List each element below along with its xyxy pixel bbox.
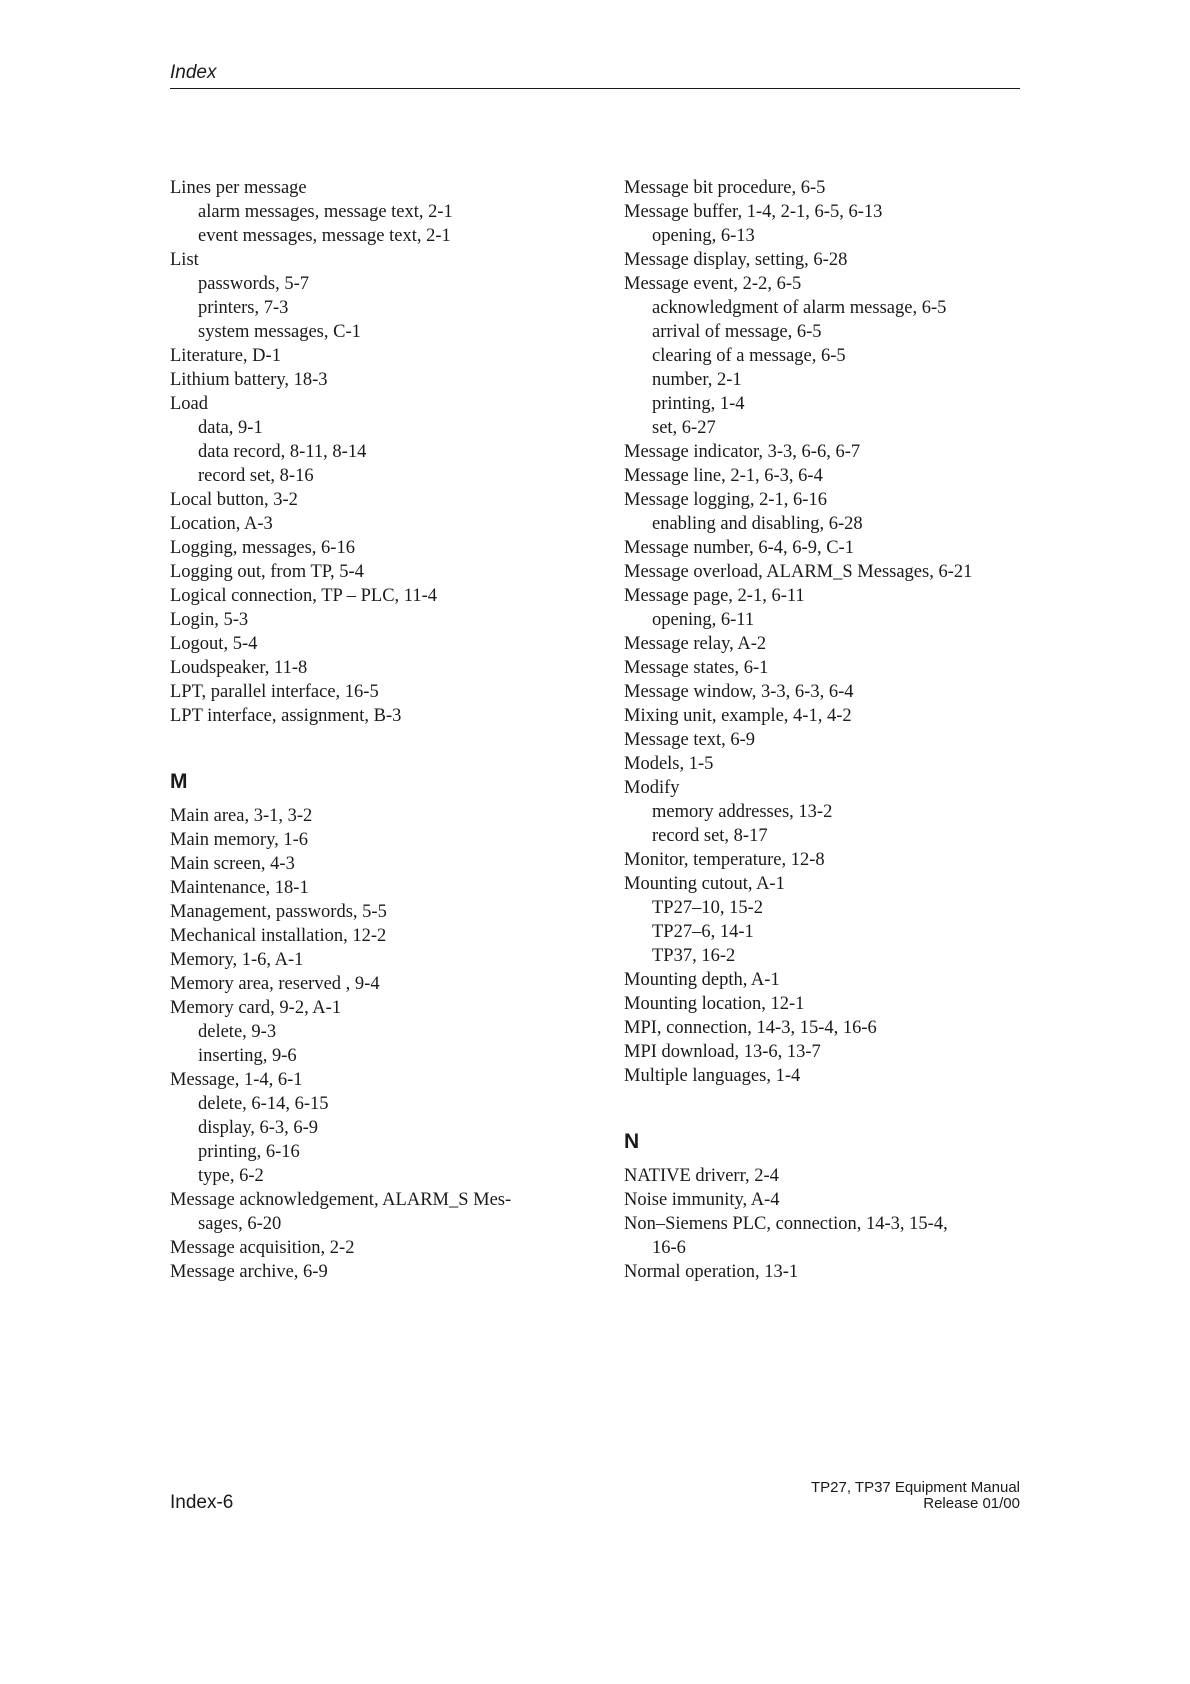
- index-entry: Mounting cutout, A-1: [624, 874, 785, 894]
- index-entry: Main area, 3-1, 3-2: [170, 806, 313, 826]
- index-entry: Message indicator, 3-3, 6-6, 6-7: [624, 442, 861, 462]
- index-subentry: record set, 8-16: [198, 466, 314, 486]
- index-entry: Message page, 2-1, 6-11: [624, 586, 805, 606]
- index-subentry: memory addresses, 13-2: [652, 802, 833, 822]
- index-subentry: data record, 8-11, 8-14: [198, 442, 367, 462]
- index-entry: Normal operation, 13-1: [624, 1262, 799, 1282]
- index-entry-continuation: 16-6: [652, 1238, 686, 1258]
- index-entry: NATIVE driverr, 2-4: [624, 1166, 779, 1186]
- index-subentry: TP27–10, 15-2: [652, 898, 763, 918]
- index-subentry: clearing of a message, 6-5: [652, 346, 846, 366]
- index-entry: Memory, 1-6, A-1: [170, 950, 304, 970]
- index-entry-continuation: sages, 6-20: [198, 1214, 282, 1234]
- index-entry: Multiple languages, 1-4: [624, 1066, 801, 1086]
- index-subentry: printers, 7-3: [198, 298, 289, 318]
- index-entry: Mechanical installation, 12-2: [170, 926, 387, 946]
- index-entry: Message number, 6-4, 6-9, C-1: [624, 538, 854, 558]
- index-subentry: passwords, 5-7: [198, 274, 309, 294]
- section-letter: N: [624, 1130, 640, 1153]
- index-subentry: inserting, 9-6: [198, 1046, 297, 1066]
- index-entry: LPT interface, assignment, B-3: [170, 706, 402, 726]
- index-subentry: opening, 6-11: [652, 610, 755, 630]
- section-letter: M: [170, 770, 188, 793]
- index-entry: Noise immunity, A-4: [624, 1190, 780, 1210]
- index-entry: Message buffer, 1-4, 2-1, 6-5, 6-13: [624, 202, 883, 222]
- index-subentry: delete, 6-14, 6-15: [198, 1094, 329, 1114]
- index-entry: Load: [170, 394, 209, 414]
- page-number: Index-6: [170, 1492, 234, 1513]
- index-subentry: arrival of message, 6-5: [652, 322, 822, 342]
- index-entry: Literature, D-1: [170, 346, 281, 366]
- index-subentry: enabling and disabling, 6-28: [652, 514, 863, 534]
- index-entry: Modify: [624, 778, 680, 798]
- index-entry: LPT, parallel interface, 16-5: [170, 682, 379, 702]
- index-entry: Main memory, 1-6: [170, 830, 309, 850]
- index-entry: Models, 1-5: [624, 754, 714, 774]
- release-info: Release 01/00: [923, 1495, 1020, 1512]
- index-entry: Message acknowledgement, ALARM_S Mes-: [170, 1190, 512, 1210]
- index-subentry: opening, 6-13: [652, 226, 755, 246]
- index-entry: Message display, setting, 6-28: [624, 250, 848, 270]
- index-entry: Location, A-3: [170, 514, 273, 534]
- index-subentry: alarm messages, message text, 2-1: [198, 202, 453, 222]
- index-entry: Logical connection, TP – PLC, 11-4: [170, 586, 438, 606]
- index-entry: Message window, 3-3, 6-3, 6-4: [624, 682, 854, 702]
- index-entry: Message acquisition, 2-2: [170, 1238, 355, 1258]
- index-entry: Logging, messages, 6-16: [170, 538, 355, 558]
- index-entry: MPI download, 13-6, 13-7: [624, 1042, 821, 1062]
- index-entry: Logout, 5-4: [170, 634, 258, 654]
- index-subentry: delete, 9-3: [198, 1022, 277, 1042]
- index-entry: Monitor, temperature, 12-8: [624, 850, 825, 870]
- index-subentry: printing, 1-4: [652, 394, 745, 414]
- index-entry: Lines per message: [170, 178, 307, 198]
- index-entry: Memory area, reserved , 9-4: [170, 974, 380, 994]
- index-entry: Management, passwords, 5-5: [170, 902, 387, 922]
- index-entry: Message, 1-4, 6-1: [170, 1070, 303, 1090]
- header-divider: [170, 88, 1020, 89]
- index-subentry: type, 6-2: [198, 1166, 264, 1186]
- index-entry: Loudspeaker, 11-8: [170, 658, 308, 678]
- index-entry: Main screen, 4-3: [170, 854, 295, 874]
- index-subentry: data, 9-1: [198, 418, 263, 438]
- index-entry: Message overload, ALARM_S Messages, 6-21: [624, 562, 973, 582]
- running-header-title: Index: [170, 62, 217, 83]
- index-subentry: display, 6-3, 6-9: [198, 1118, 319, 1138]
- index-entry: Lithium battery, 18-3: [170, 370, 328, 390]
- index-entry: Message event, 2-2, 6-5: [624, 274, 802, 294]
- index-entry: List: [170, 250, 199, 270]
- index-subentry: acknowledgment of alarm message, 6-5: [652, 298, 947, 318]
- index-entry: Logging out, from TP, 5-4: [170, 562, 364, 582]
- index-entry: Non–Siemens PLC, connection, 14-3, 15-4,: [624, 1214, 948, 1234]
- index-subentry: TP27–6, 14-1: [652, 922, 754, 942]
- index-subentry: record set, 8-17: [652, 826, 768, 846]
- index-entry: Mounting depth, A-1: [624, 970, 780, 990]
- index-subentry: set, 6-27: [652, 418, 716, 438]
- index-entry: Maintenance, 18-1: [170, 878, 309, 898]
- index-entry: Login, 5-3: [170, 610, 249, 630]
- index-entry: Memory card, 9-2, A-1: [170, 998, 342, 1018]
- index-entry: Message bit procedure, 6-5: [624, 178, 826, 198]
- footer-manual-info: [811, 1480, 1020, 1512]
- index-entry: Message logging, 2-1, 6-16: [624, 490, 827, 510]
- manual-title: TP27, TP37 Equipment Manual: [810, 1479, 1020, 1496]
- index-subentry: printing, 6-16: [198, 1142, 300, 1162]
- index-entry: Message archive, 6-9: [170, 1262, 328, 1282]
- index-column-left: [170, 176, 590, 1284]
- index-entry: MPI, connection, 14-3, 15-4, 16-6: [624, 1018, 877, 1038]
- index-entry: Message text, 6-9: [624, 730, 756, 750]
- index-subentry: TP37, 16-2: [652, 946, 736, 966]
- index-subentry: number, 2-1: [652, 370, 742, 390]
- index-column-right: [624, 176, 1044, 1284]
- index-entry: Local button, 3-2: [170, 490, 298, 510]
- index-subentry: system messages, C-1: [198, 322, 361, 342]
- index-entry: Message states, 6-1: [624, 658, 769, 678]
- index-entry: Mixing unit, example, 4-1, 4-2: [624, 706, 852, 726]
- index-entry: Mounting location, 12-1: [624, 994, 805, 1014]
- index-entry: Message relay, A-2: [624, 634, 767, 654]
- index-entry: Message line, 2-1, 6-3, 6-4: [624, 466, 823, 486]
- index-subentry: event messages, message text, 2-1: [198, 226, 451, 246]
